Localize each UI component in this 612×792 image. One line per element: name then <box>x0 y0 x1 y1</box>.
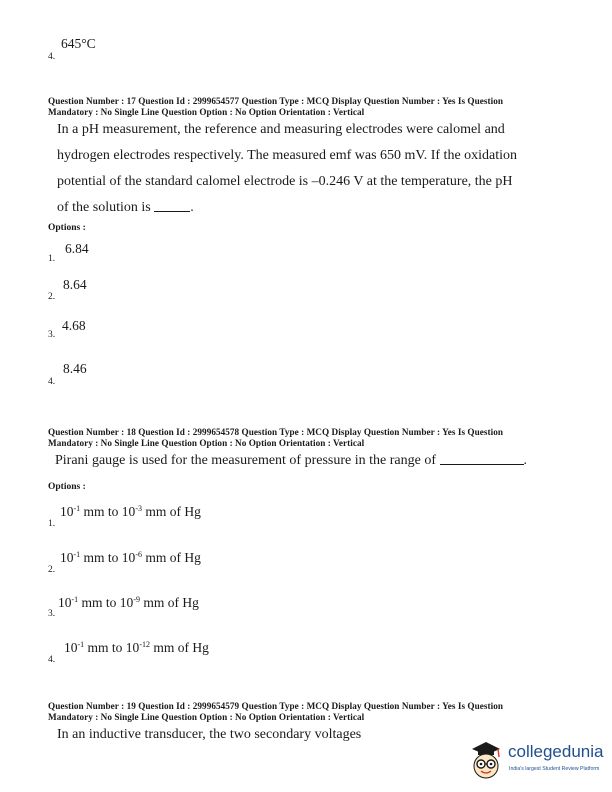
answer-blank <box>154 211 190 212</box>
q17-option-4-number: 4. <box>48 377 56 387</box>
q18-option-1-text[interactable]: $10^{-1}$ mm to $10^{-3}$ mm of Hg <box>60 504 201 519</box>
logo-tagline: India's largest Student Review Platform <box>509 766 600 772</box>
q18-option-4-number: 4. <box>48 655 56 665</box>
q17-option-3-text[interactable]: 4.68 <box>62 318 86 333</box>
q17-option-2-text[interactable]: 8.64 <box>63 277 87 292</box>
q18-meta-line-2: Mandatory : No Single Line Question Option : No Option Orientation : Vertical <box>48 438 365 448</box>
q17-stem-line-3: potential of the standard calomel electrode is –0.246 V at the temperature, the pH <box>57 174 513 189</box>
q17-stem-line-1: In a pH measurement, the reference and measuring electrodes were calomel and <box>57 122 505 137</box>
mascot-icon <box>466 738 506 784</box>
q17-option-1-number: 1. <box>48 254 56 264</box>
q18-option-2-text[interactable]: $10^{-1}$ mm to $10^{-6}$ mm of Hg <box>60 550 201 565</box>
answer-blank <box>440 464 524 465</box>
q18-options-label: Options : <box>48 482 86 492</box>
q18-option-3-text[interactable]: $10^{-1}$ mm to $10^{-9}$ mm of Hg <box>58 595 199 610</box>
q17-stem-line-2: hydrogen electrodes respectively. The measured emf was 650 mV. If the oxidation <box>57 148 518 163</box>
q18-option-2-number: 2. <box>48 565 56 575</box>
collegedunia-logo <box>466 738 612 784</box>
q17-option-2-number: 2. <box>48 292 56 302</box>
q17-option-3-number: 3. <box>48 330 56 340</box>
q18-stem: Pirani gauge is used for the measurement of pressure in the range of . <box>55 453 527 468</box>
q17-options-label: Options : <box>48 223 86 233</box>
q18-option-3-number: 3. <box>48 609 56 619</box>
prev-option-4-number: 4. <box>48 52 56 62</box>
q19-meta-line-1: Question Number : 19 Question Id : 2999654579 Question Type : MCQ Display Question Number : Yes Is Question <box>48 701 504 711</box>
q17-meta-line-1: Question Number : 17 Question Id : 2999654577 Question Type : MCQ Display Question Number : Yes Is Question <box>48 96 504 106</box>
q17-stem-line-4: of the solution is . <box>57 200 194 215</box>
q19-stem-line-1: In an inductive transducer, the two secondary voltages <box>57 727 362 742</box>
logo-wordmark: collegedunia <box>508 742 604 761</box>
q18-meta-line-1: Question Number : 18 Question Id : 2999654578 Question Type : MCQ Display Question Number : Yes Is Question <box>48 427 504 437</box>
q17-option-1-text[interactable]: 6.84 <box>65 241 89 256</box>
q17-meta-line-2: Mandatory : No Single Line Question Option : No Option Orientation : Vertical <box>48 107 365 117</box>
prev-option-4-text: 645°C <box>61 36 96 51</box>
q17-option-4-text[interactable]: 8.46 <box>63 361 87 376</box>
q19-meta-line-2: Mandatory : No Single Line Question Option : No Option Orientation : Vertical <box>48 712 365 722</box>
q18-option-4-text[interactable]: $10^{-1}$ mm to $10^{-12}$ mm of Hg <box>64 640 209 655</box>
q18-option-1-number: 1. <box>48 519 56 529</box>
